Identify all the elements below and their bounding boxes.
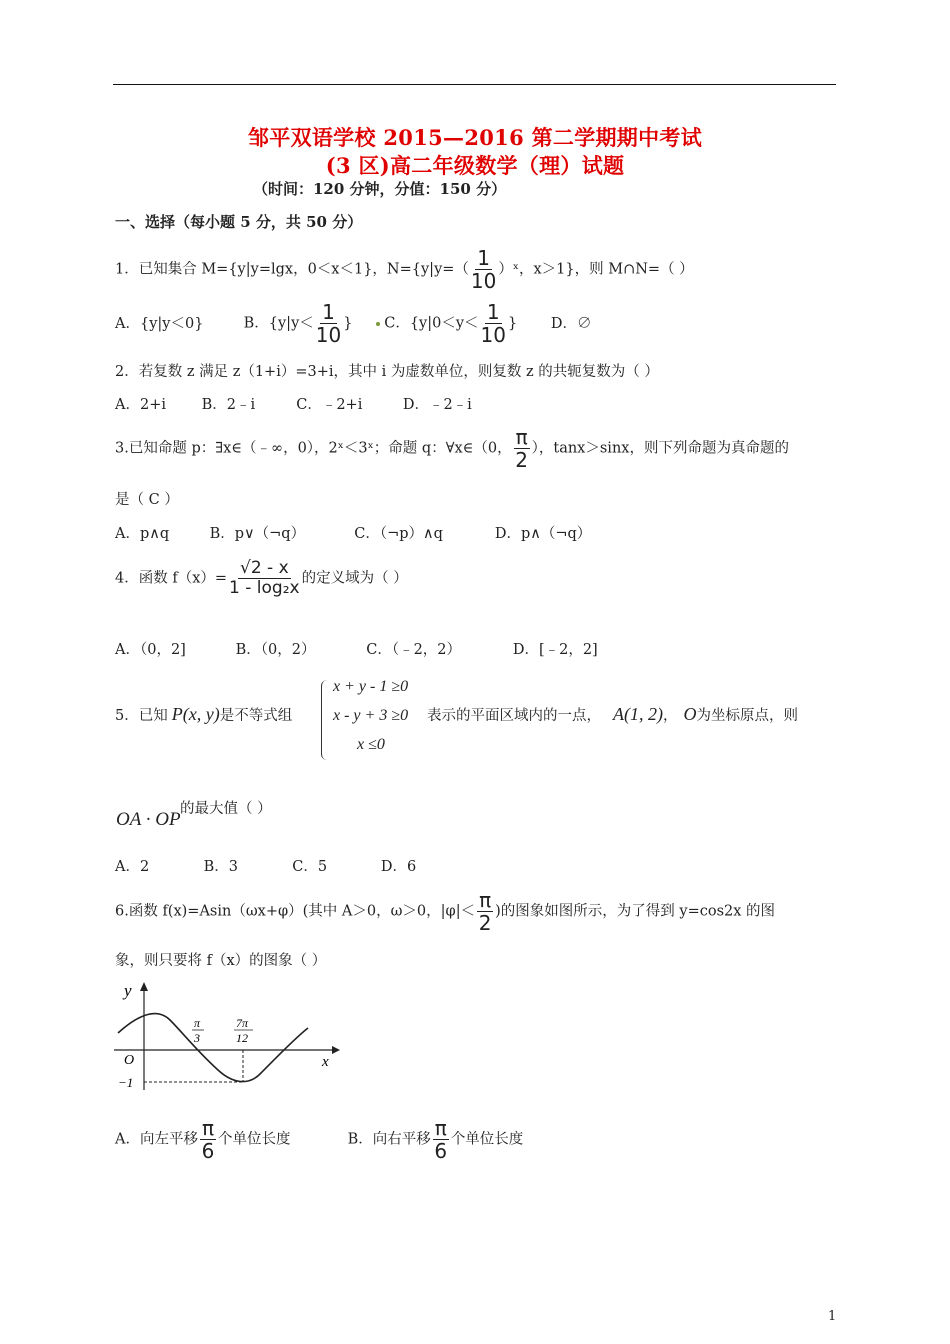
exam-title-line2: (3 区)高二年级数学（理）试题	[325, 153, 625, 178]
option-d: D．[﹣2，2]	[512, 642, 598, 658]
question-5-pre: 5．已知 P(x, y)是不等式组	[115, 704, 293, 724]
inequality-3: x ≤0	[357, 736, 385, 753]
option-b: B．{y|y＜ $\frac{1}{10}$ }	[243, 300, 353, 347]
sine-curve	[118, 1014, 308, 1082]
y-label: y	[124, 981, 132, 1000]
exam-title-line1: 邹平双语学校 2015—2016 第二学期期中考试	[247, 125, 702, 150]
tick1-den: 3	[194, 1031, 200, 1045]
vector-expression: OA · OP	[116, 809, 181, 830]
option-b: B．向右平移 $\frac{\pi}{6}$ 个单位长度	[347, 1116, 524, 1163]
question-6-line2: 象，则只要将 f（x）的图象（ ）	[115, 953, 327, 969]
question-2: 2．若复数 z 满足 z（1+i）=3+i，其中 i 为虚数单位，则复数 z 的共轭复数为（ ）	[115, 364, 659, 380]
inequality-2: x - y + 3 ≥0	[333, 707, 409, 724]
question-4-options	[115, 638, 598, 659]
question-6: 6.函数 f(x)=Asin（ωx+φ）(其中 A＞0，ω＞0，|φ|＜ $\frac{\pi}{2}$ )的图象如图所示，为了得到 y=cos2x 的图	[115, 888, 776, 935]
question-6-options	[115, 1118, 523, 1161]
option-d: D．﹣2﹣i	[402, 397, 472, 413]
question-5-line2: 的最大值（ ）	[180, 801, 272, 817]
question-3-options	[115, 522, 591, 543]
option-d: D．∅	[550, 315, 592, 332]
question-5-options	[115, 855, 416, 876]
mark-dot	[376, 322, 380, 326]
option-a: A．向左平移 $\frac{\pi}{6}$ 个单位长度	[115, 1116, 291, 1163]
option-d: D．p∧（¬q）	[494, 526, 592, 542]
fraction: $\frac{1}{10}$	[470, 246, 497, 293]
inequality-1: x + y - 1 ≥0	[333, 678, 409, 695]
option-c: C．﹣2+i	[296, 397, 363, 413]
section-heading: 一、选择（每小题 5 分，共 50 分）	[115, 213, 363, 231]
page-number: 1	[828, 1309, 837, 1324]
option-a: A．2	[115, 859, 150, 875]
option-a: A．p∧q	[115, 526, 170, 542]
question-3: 3.已知命题 p：∃x∈（﹣∞，0），2ˣ＜3ˣ；命题 q：∀x∈（0， $\frac{\pi}{2}$ ），tanx＞sinx，则下列命题为真命题的	[115, 425, 789, 472]
question-5-post: 表示的平面区域内的一点， A(1, 2)， O为坐标原点，则	[427, 704, 798, 724]
option-b: B．p∨（¬q）	[209, 526, 306, 542]
header-rule	[113, 84, 836, 85]
question-1: 1．已知集合 M={y|y=lgx，0＜x＜1}，N={y|y=（ $\frac{1}{10}$ ）ˣ，x＞1}，则 M∩N=（ ）	[115, 246, 694, 293]
option-c: C．5	[292, 859, 328, 875]
option-c: C．（﹣2，2）	[366, 642, 462, 658]
question-3-line2: 是（ C ）	[115, 492, 179, 508]
option-a: A．2+i	[115, 397, 166, 413]
option-a: A．{y|y＜0}	[115, 315, 204, 332]
option-c: C．{y|0＜y＜ $\frac{1}{10}$ }	[376, 302, 546, 345]
origin-label: O	[124, 1053, 135, 1068]
option-a: A．（0，2]	[115, 642, 186, 658]
x-axis-arrow	[332, 1046, 340, 1054]
y-min-label: −1	[118, 1075, 134, 1090]
sine-graph	[110, 978, 340, 1098]
exam-subtitle: （时间：120 分钟，分值：150 分）	[253, 180, 507, 198]
tick2-den: 12	[236, 1031, 248, 1045]
option-b: B．（0，2）	[235, 642, 316, 658]
option-b: B．3	[203, 859, 238, 875]
tick1-num: π	[194, 1016, 201, 1030]
option-b: B．2﹣i	[201, 397, 256, 413]
option-c: C．（¬p）∧q	[354, 526, 443, 542]
question-2-options	[115, 393, 472, 414]
question-4: 4．函数 f（x）= $\frac{√2 - x}{\text{1 - log₂x}}$ 的定义域为（ ）	[115, 558, 408, 598]
question-1-options	[115, 302, 591, 345]
inequality-brace	[321, 680, 330, 760]
y-axis-arrow	[140, 982, 148, 991]
tick2-num: 7π	[236, 1016, 249, 1030]
x-label: x	[322, 1054, 329, 1070]
option-d: D．6	[380, 859, 417, 875]
